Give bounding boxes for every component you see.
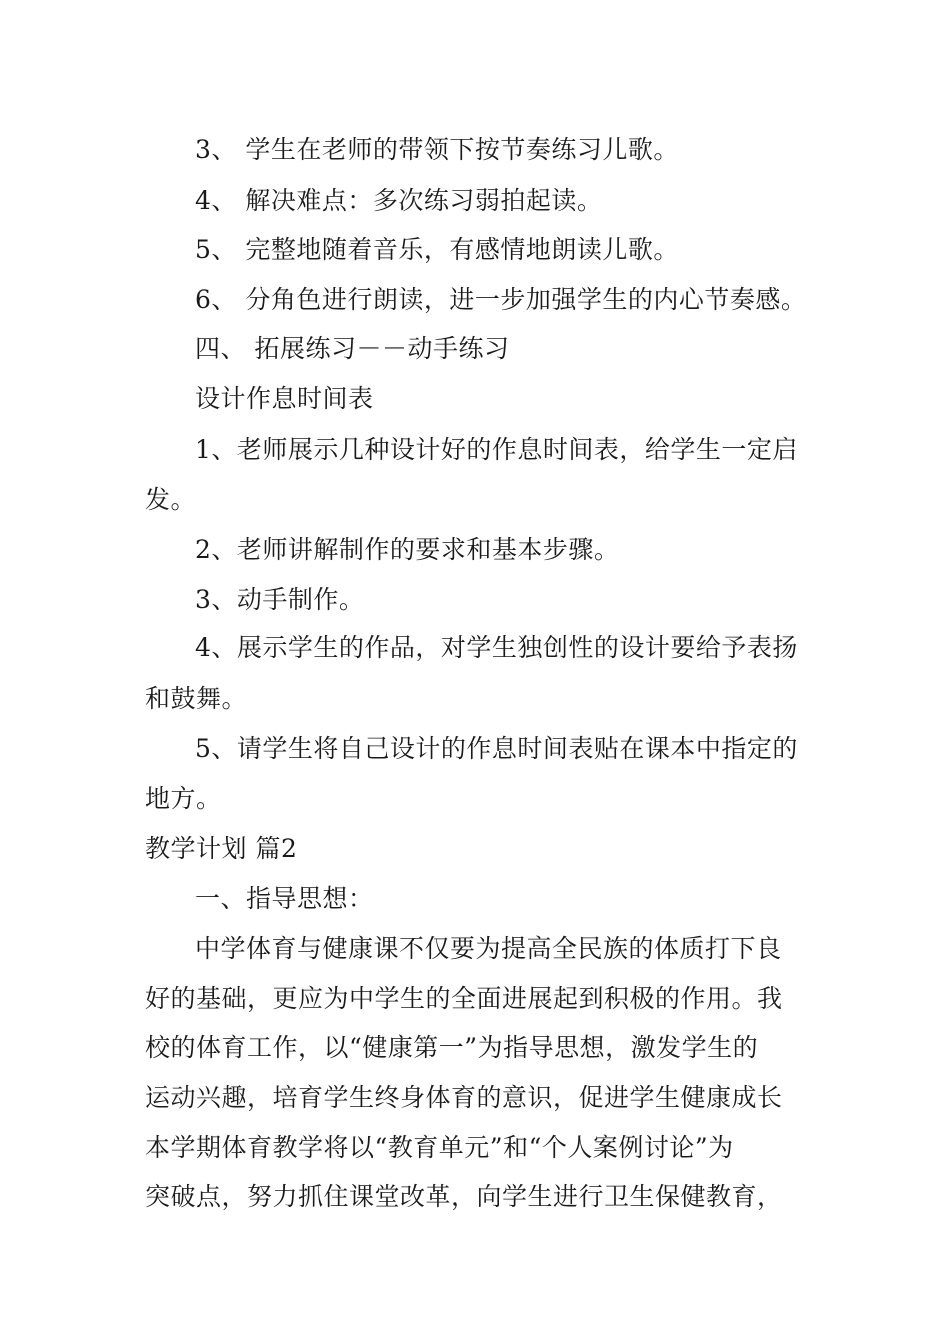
text-line: 运动兴趣，培育学生终身体育的意识，促进学生健康成长 [145, 1083, 783, 1112]
text-line: 3、 学生在老师的带领下按节奏练习儿歌。 [195, 135, 679, 164]
text-line: 一、指导思想： [195, 884, 374, 913]
text-line: 5、请学生将自己设计的作息时间表贴在课本中指定的 [195, 734, 798, 763]
text-line: 中学体育与健康课不仅要为提高全民族的体质打下良 [195, 934, 782, 963]
text-line: 2、老师讲解制作的要求和基本步骤。 [195, 535, 620, 564]
text-line: 1、老师展示几种设计好的作息时间表，给学生一定启 [195, 435, 798, 464]
text-line: 4、展示学生的作品，对学生独创性的设计要给予表扬 [195, 633, 798, 662]
text-line: 设计作息时间表 [195, 384, 374, 413]
text-line: 四、 拓展练习－－动手练习 [195, 334, 510, 363]
text-line: 6、 分角色进行朗读，进一步加强学生的内心节奏感。 [195, 285, 807, 314]
text-line: 校的体育工作，以“健康第一”为指导思想，激发学生的 [145, 1033, 759, 1062]
text-line: 本学期体育教学将以“教育单元”和“个人案例讨论”为 [145, 1133, 734, 1162]
section-heading: 教学计划 篇2 [145, 834, 298, 863]
text-line: 发。 [145, 485, 197, 514]
text-line: 和鼓舞。 [145, 684, 248, 713]
text-line: 4、 解决难点：多次练习弱拍起读。 [195, 186, 603, 215]
text-line: 5、 完整地随着音乐，有感情地朗读儿歌。 [195, 235, 679, 264]
text-line: 3、动手制作。 [195, 585, 365, 614]
text-line: 地方。 [145, 784, 222, 813]
text-line: 突破点，努力抓住课堂改革，向学生进行卫生保健教育， [145, 1182, 783, 1211]
text-line: 好的基础，更应为中学生的全面进展起到积极的作用。我 [145, 984, 783, 1013]
